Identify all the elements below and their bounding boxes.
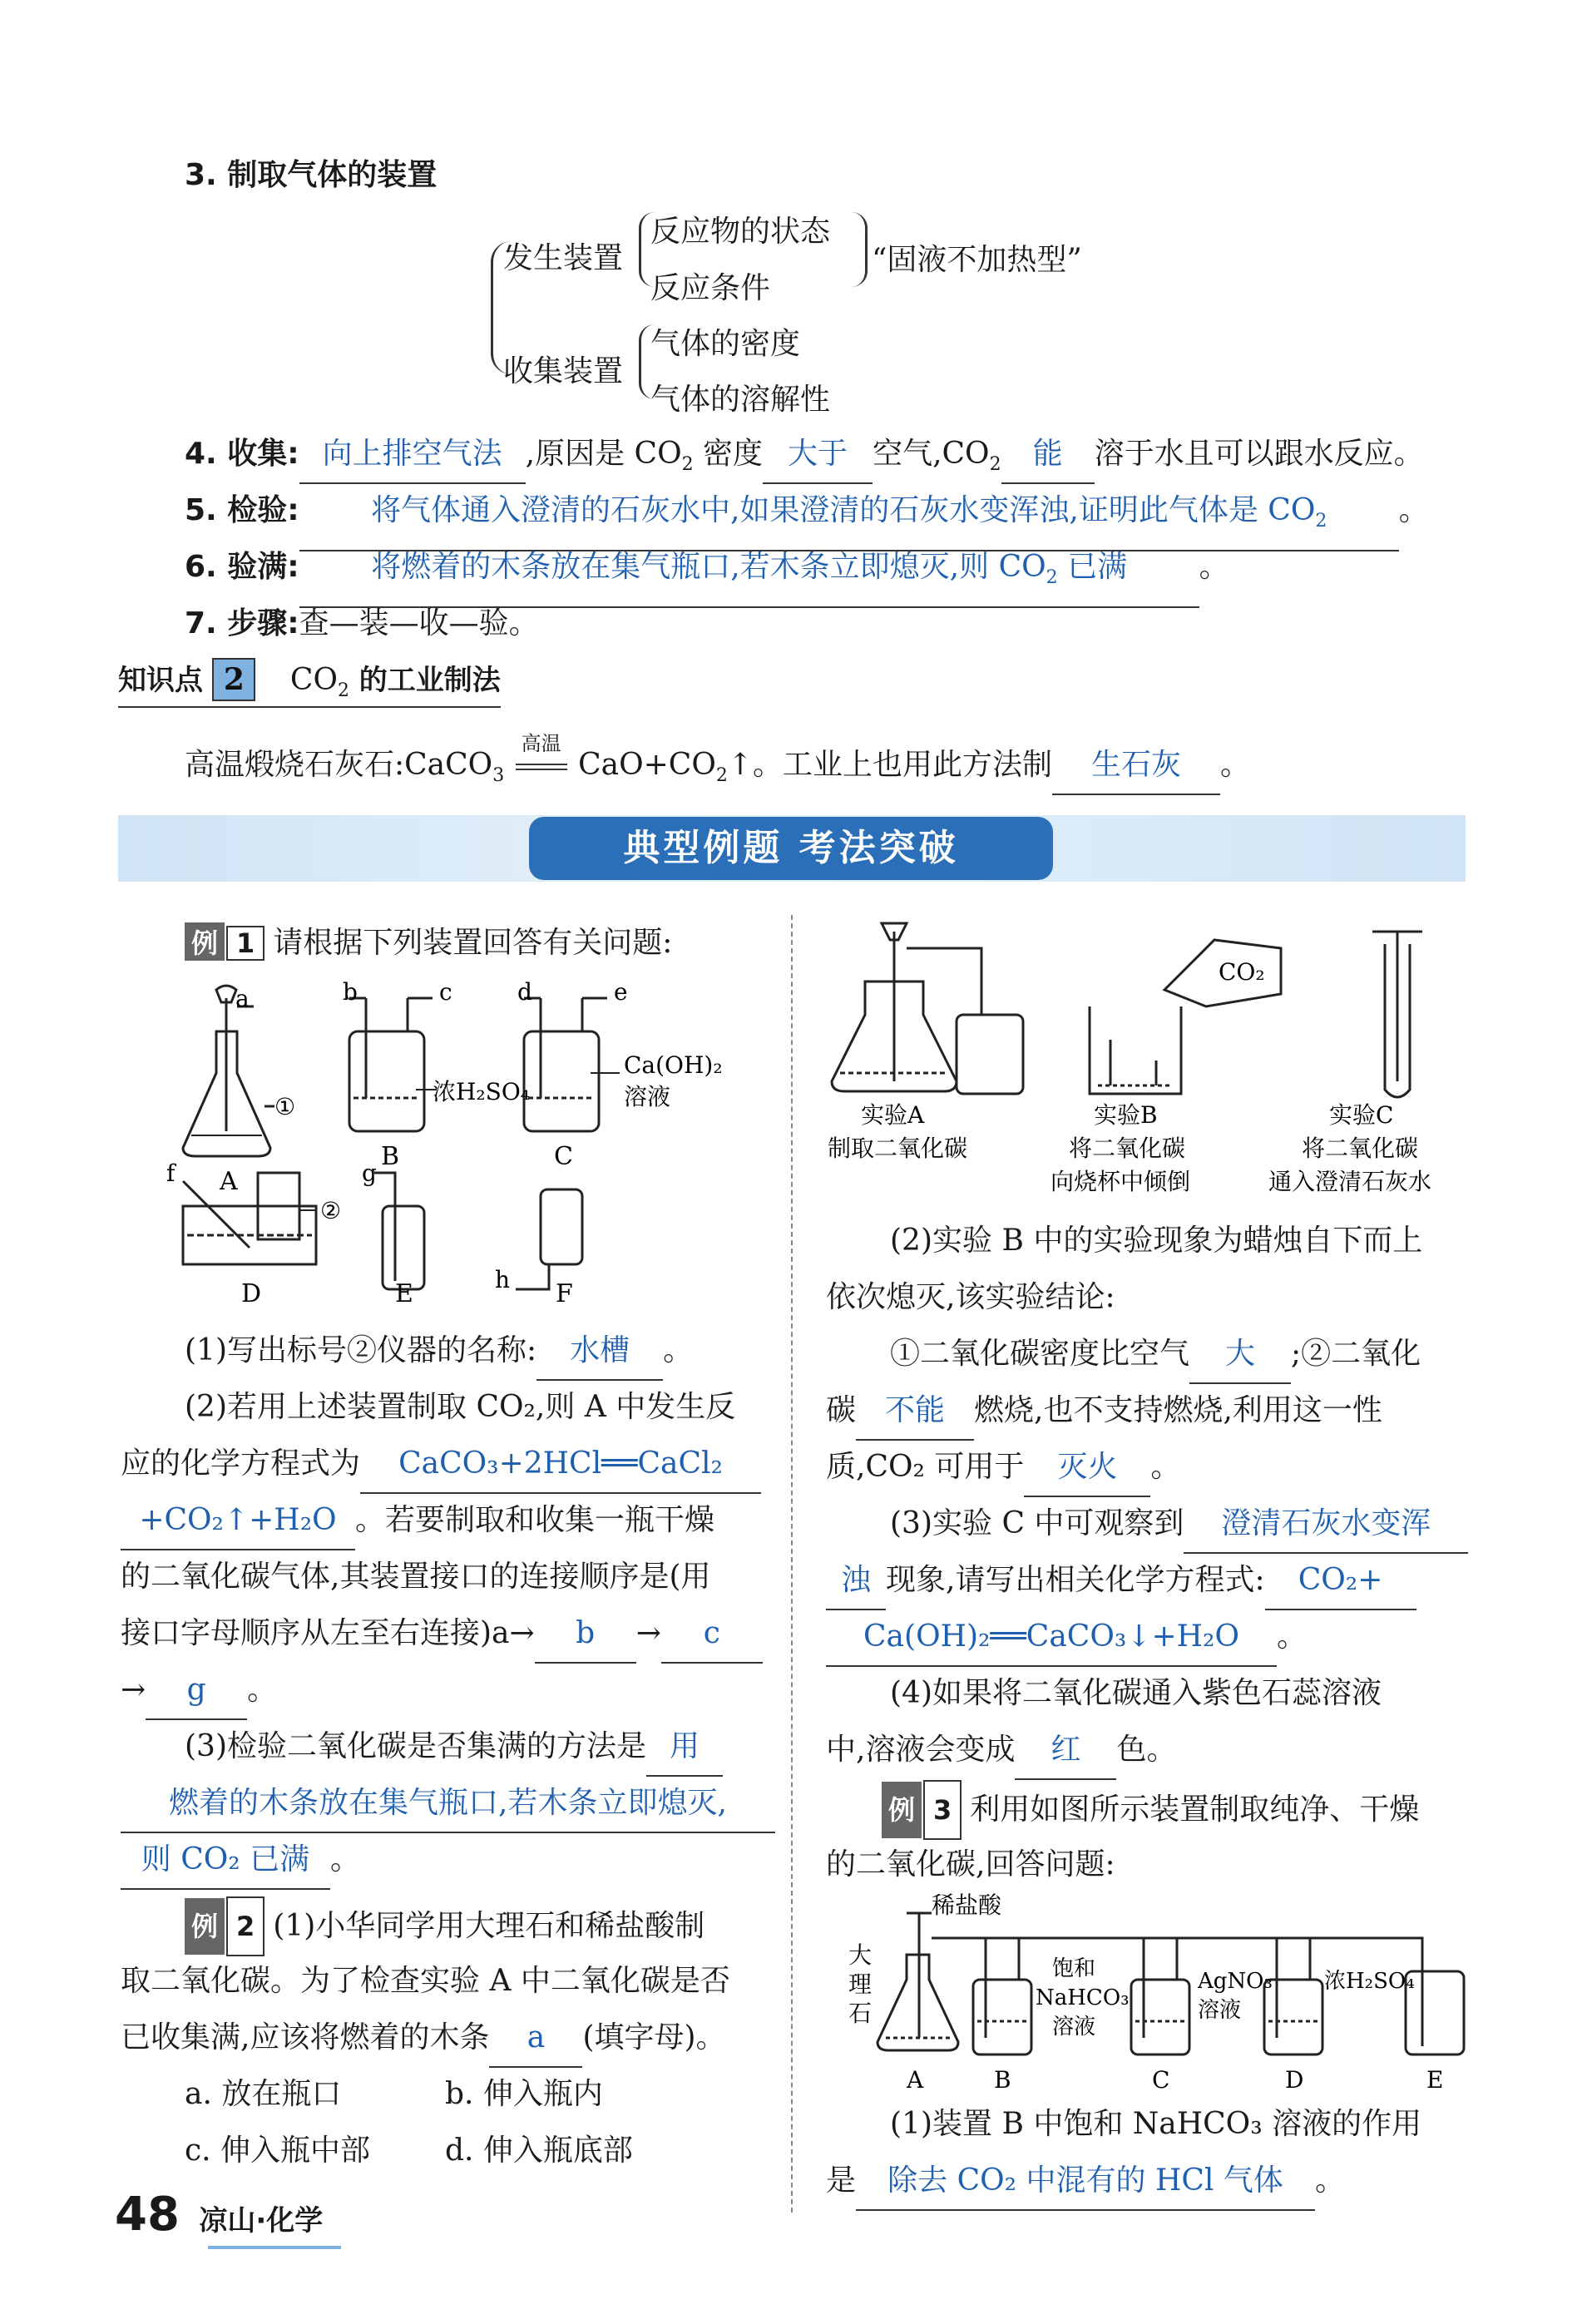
column-divider	[791, 915, 793, 2213]
gen-device-label: 发生装置	[503, 241, 624, 275]
item-5: 5. 检验: 将气体通入澄清的石灰水中,如果澄清的石灰水变浑浊,证明此气体是 $CO_2$ 。	[185, 482, 1429, 551]
expC-line2: 将二氧化碳	[1302, 1135, 1419, 1162]
expB-line1: 实验B	[1094, 1101, 1158, 1129]
expB-line3: 向烧杯中倾倒	[1051, 1168, 1191, 1195]
gen-right-brace	[852, 212, 868, 287]
expB-line2: 将二氧化碳	[1069, 1135, 1186, 1162]
ex2-opt-b: b. 伸入瓶内	[445, 2077, 603, 2111]
ex2-q4b: 中,溶液会变成 红 色。	[826, 1722, 1176, 1780]
item-7: 7. 步骤:查—装—收—验。	[185, 606, 539, 640]
ex2-q3b: 浊 现象,请写出相关化学方程式: CO₂+	[826, 1552, 1416, 1610]
ex1-q2f: → g 。	[121, 1662, 277, 1720]
ex3-stone-1: 大	[848, 1941, 873, 1969]
label-circle-2: ②	[320, 1197, 342, 1224]
expC-line3: 通入澄清石灰水	[1268, 1168, 1432, 1195]
ex1-q2e: 接口字母顺序从左至右连接)a→ b → c	[121, 1605, 763, 1664]
ex3-agno3-1: AgNO₃	[1198, 1969, 1273, 1994]
label-E: E	[395, 1279, 413, 1306]
ex2-q1b: 取二氧化碳。为了检查实验 A 中二氧化碳是否	[121, 1964, 730, 1998]
ex3-nahco3-2: NaHCO₃	[1036, 1985, 1130, 2010]
ex2-opt-a: a. 放在瓶口	[185, 2077, 342, 2111]
ex3-stem1: 例 3 利用如图所示装置制取纯净、干燥	[882, 1780, 1419, 1840]
label-d: d	[517, 982, 532, 1006]
ex3-nahco3-3: 溶液	[1052, 2015, 1096, 2040]
kp2-equation: 高温煅烧石灰石:CaCO$_3$ 高温 $CaO+CO_2↑$。工业上也用此方法制 生石灰 。	[185, 737, 1250, 804]
kp2-heading: 知识点 2 $CO_2$ 的工业制法	[118, 657, 501, 708]
ex3-label-B: B	[994, 2066, 1011, 2094]
gen-result: “固液不加热型”	[872, 243, 1082, 277]
label-e: e	[614, 982, 628, 1006]
ex1-q1: (1)写出标号②仪器的名称: 水槽 。	[185, 1323, 693, 1381]
label-f: f	[166, 1160, 176, 1187]
expC-line1: 实验C	[1329, 1101, 1394, 1129]
label-g: g	[362, 1160, 377, 1187]
footer	[115, 2188, 323, 2242]
ex2-q2c: ①二氧化碳密度比空气 大 ;②二氧化	[890, 1326, 1421, 1384]
ex3-stone-2: 理	[848, 1970, 873, 1998]
item-6: 6. 验满: 将燃着的木条放在集气瓶口,若木条立即熄灭,则 $CO_2$ 已满 。	[185, 539, 1229, 608]
ex3-label-D: D	[1285, 2066, 1304, 2094]
label-C: C	[554, 1142, 573, 1171]
co2-label: CO₂	[1219, 958, 1265, 986]
ex1-q2c: +CO₂↑+H₂O 。若要制取和收集一瓶干燥	[121, 1492, 714, 1550]
label-h2so4: 浓H₂SO₄	[433, 1078, 531, 1105]
ex1-q3a: (3)检验二氧化碳是否集满的方法是 用	[185, 1718, 723, 1777]
ex3-label-C: C	[1152, 2066, 1170, 2094]
ex2-q4a: (4)如果将二氧化碳通入紫色石蕊溶液	[890, 1676, 1382, 1710]
label-F: F	[556, 1279, 573, 1306]
ex1-q2b: 应的化学方程式为 CaCO₃+2HCl══CaCl₂	[121, 1436, 761, 1494]
ex2-experiment-figure	[815, 915, 1481, 1214]
ex3-stone-3: 石	[848, 2000, 873, 2027]
page-number: 48	[115, 2188, 180, 2242]
ex1-q3b: 燃着的木条放在集气瓶口,若木条立即熄灭,	[121, 1775, 775, 1833]
item-4: 4. 收集: 向上排空气法 ,原因是 $CO_2$ 密度 大于 空气$,CO_2$ 能 溶于水且可以跟水反应。	[185, 426, 1424, 493]
ex1-q2a: (2)若用上述装置制取 CO₂,则 A 中发生反	[185, 1390, 736, 1424]
label-a: a	[235, 985, 250, 1012]
ex2-q2e: 碳 不能 燃烧,也不支持燃烧,利用这一性	[826, 1382, 1382, 1441]
section-3-title: 3. 制取气体的装置	[185, 158, 438, 192]
footer-underline	[208, 2246, 341, 2249]
label-D: D	[241, 1279, 262, 1306]
ex3-h2so4: 浓H₂SO₄	[1324, 1969, 1415, 1994]
expA-line1: 实验A	[861, 1101, 925, 1129]
ex3-apparatus-figure	[848, 1888, 1481, 2096]
ex3-stem2: 的二氧化碳,回答问题:	[826, 1847, 1115, 1881]
label-c: c	[439, 982, 452, 1006]
ex3-label-A: A	[907, 2066, 924, 2094]
label-b: b	[343, 982, 358, 1006]
ex3-nahco3-1: 饱和	[1052, 1956, 1096, 1981]
ex2-q2b: 依次熄灭,该实验结论:	[826, 1280, 1115, 1314]
ex3-label-E: E	[1426, 2066, 1444, 2094]
label-h: h	[495, 1266, 511, 1293]
gen-item-1: 反应物的状态	[650, 215, 831, 249]
ex1-q3c: 则 CO₂ 已满 。	[121, 1832, 360, 1890]
footer-text: 凉山·化学	[199, 2204, 324, 2237]
col-device-label: 收集装置	[503, 354, 624, 388]
ex2-q2a: (2)实验 B 中的实验现象为蜡烛自下而上	[890, 1224, 1423, 1258]
ex2-q1a: 例 2 (1)小华同学用大理石和稀盐酸制	[185, 1896, 704, 1956]
ex2-q3a: (3)实验 C 中可观察到 澄清石灰水变浑	[890, 1496, 1468, 1554]
expA-line2: 制取二氧化碳	[828, 1135, 968, 1162]
ex3-q1b: 是 除去 CO₂ 中混有的 HCl 气体 。	[826, 2153, 1345, 2211]
label-A: A	[220, 1167, 238, 1196]
ex3-q1a: (1)装置 B 中饱和 NaHCO₃ 溶液的作用	[890, 2107, 1422, 2141]
ex2-q2g: 质,CO₂ 可用于 灭火 。	[826, 1439, 1180, 1497]
ex2-opt-c: c. 伸入瓶中部	[185, 2134, 371, 2168]
ex2-q3c: Ca(OH)₂══CaCO₃↓+H₂O 。	[826, 1609, 1307, 1667]
label-caoh2: Ca(OH)₂	[624, 1051, 723, 1079]
ex1-stem: 例 1 请根据下列装置回答有关问题:	[185, 919, 672, 962]
ex3-agno3-2: 溶液	[1198, 1998, 1242, 2023]
label-B: B	[381, 1142, 400, 1171]
gen-item-2: 反应条件	[650, 271, 771, 305]
label-circle-1: ①	[274, 1093, 296, 1120]
label-rongye: 溶液	[624, 1083, 671, 1110]
col-item-1: 气体的密度	[650, 327, 801, 361]
ex3-acid-label: 稀盐酸	[932, 1891, 1002, 1919]
banner-title: 典型例题 考法突破	[529, 817, 1053, 880]
ex1-apparatus-figure	[166, 982, 765, 1306]
ex1-q2d: 的二氧化碳气体,其装置接口的连接顺序是(用	[121, 1560, 711, 1594]
ex2-q1c: 已收集满,应该将燃着的木条 a (填字母)。	[121, 2010, 726, 2068]
col-item-2: 气体的溶解性	[650, 383, 831, 417]
ex2-opt-d: d. 伸入瓶底部	[445, 2134, 633, 2168]
